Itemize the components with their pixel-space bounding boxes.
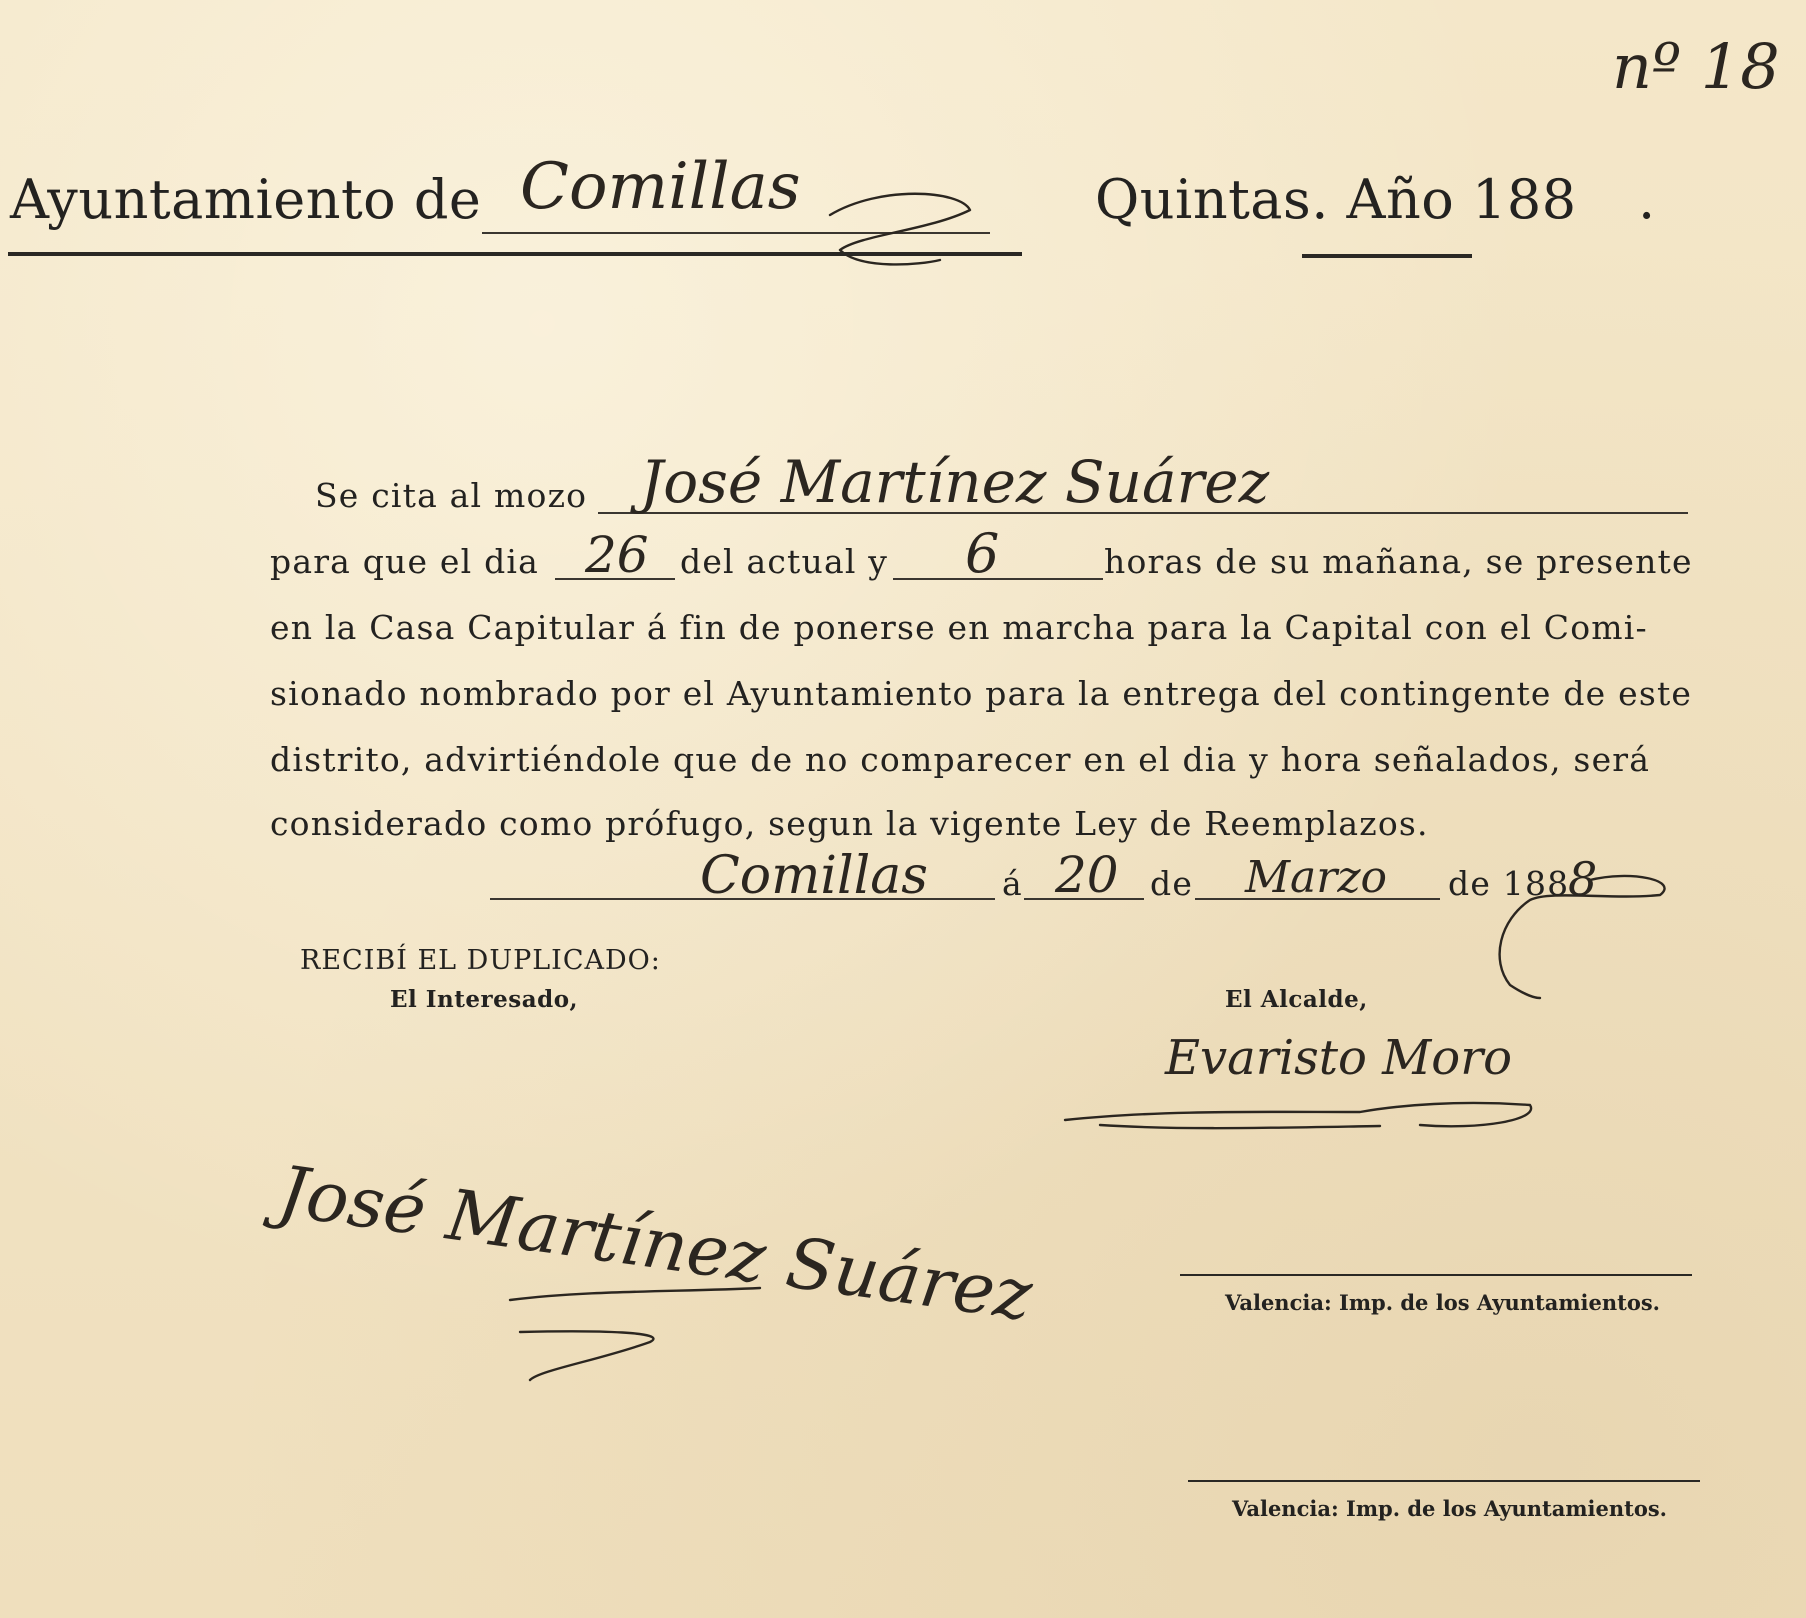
corner-note: nº 18: [1612, 30, 1780, 103]
municipio-flourish: [820, 190, 1020, 280]
imprint-line-1: Valencia: Imp. de los Ayuntamientos.: [1225, 1290, 1660, 1315]
quintas-label: Quintas. Año 188: [1095, 168, 1577, 231]
date-year-digit-handwritten: 8: [1568, 852, 1598, 906]
mayor-signature-flourish: [1060, 1090, 1520, 1150]
header-rule-left: [8, 252, 1022, 256]
header-rule-right: [1302, 254, 1472, 258]
imprint-line-2: Valencia: Imp. de los Ayuntamientos.: [1232, 1496, 1667, 1521]
date-month-handwritten: Marzo: [1245, 852, 1387, 903]
mayor-signature: Evaristo Moro: [1165, 1030, 1513, 1086]
header-period: .: [1638, 168, 1656, 231]
line2-suffix: horas de su mañana, se presente: [1104, 542, 1693, 581]
interesado-signature-flourish: [500, 1270, 800, 1390]
mozo-name-handwritten: José Martínez Suárez: [640, 448, 1270, 516]
body-line6: considerado como prófugo, segun la vigente Ley de Reemplazos.: [270, 804, 1429, 843]
received-title: RECIBÍ EL DUPLICADO:: [300, 945, 661, 976]
body-line5: distrito, advirtiéndole que de no comparecer en el dia y hora señalados, será: [270, 740, 1651, 779]
date-flourish: [1480, 870, 1680, 1000]
line2-prefix: para que el dia: [270, 542, 540, 581]
body-line3: en la Casa Capitular á fin de ponerse en marcha para la Capital con el Comi-: [270, 608, 1648, 647]
date-de1-label: de: [1150, 864, 1194, 903]
line1-prefix: Se cita al mozo: [315, 476, 588, 515]
ayuntamiento-label: Ayuntamiento de: [10, 168, 482, 231]
date-day-handwritten: 20: [1055, 846, 1119, 904]
date-de2-label: de 188: [1448, 864, 1570, 903]
date-a-label: á: [1002, 864, 1023, 903]
line2-mid: del actual y: [680, 542, 889, 581]
mayor-title: El Alcalde,: [1225, 986, 1368, 1013]
imprint-rule-1: [1180, 1274, 1692, 1276]
imprint-rule-2: [1188, 1480, 1700, 1482]
municipio-handwritten: Comillas: [520, 150, 801, 224]
body-line4: sionado nombrado por el Ayuntamiento para la entrega del contingente de este: [270, 674, 1693, 713]
hora-handwritten: 6: [965, 522, 1000, 585]
date-place-handwritten: Comillas: [700, 846, 928, 906]
dia-handwritten: 26: [585, 526, 649, 584]
interesado-signature: José Martínez Suárez: [273, 1150, 1037, 1337]
received-subtitle: El Interesado,: [390, 986, 579, 1013]
